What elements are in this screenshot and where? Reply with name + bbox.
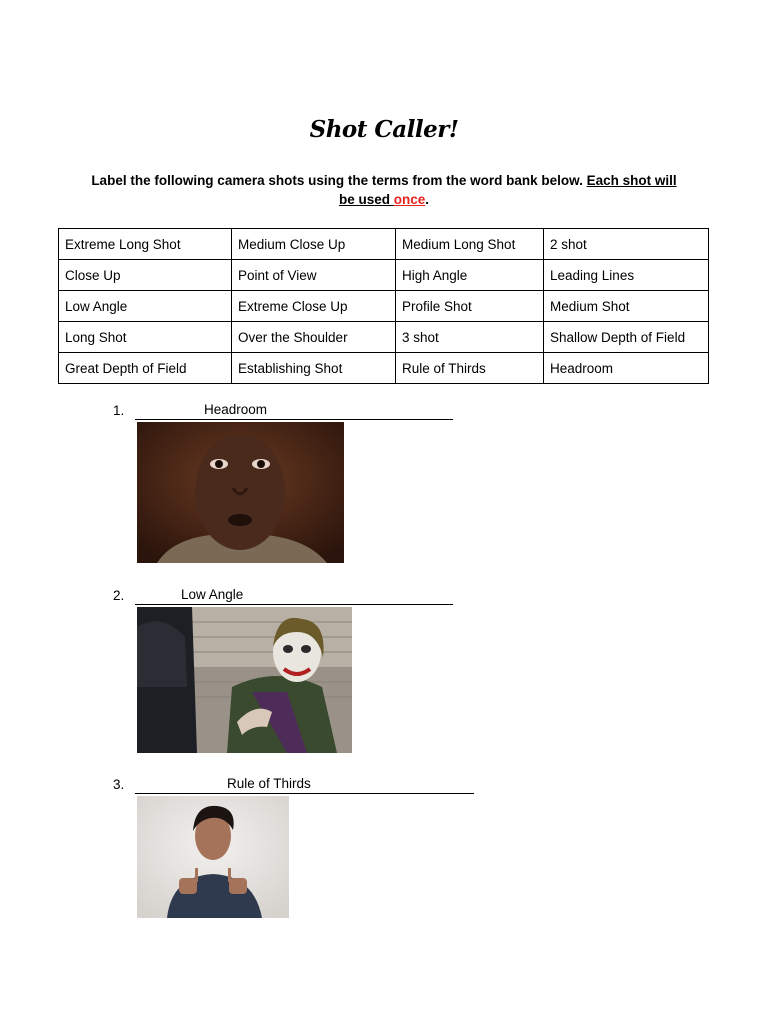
question-number: 3.	[113, 777, 125, 792]
table-cell: Extreme Long Shot	[59, 229, 232, 260]
instructions-underlined: Each shot will be used	[338, 173, 677, 207]
table-cell: Leading Lines	[544, 260, 709, 291]
instructions-red-word: once	[393, 192, 426, 207]
rule-of-thirds-photo-image	[137, 796, 289, 918]
table-cell: Rule of Thirds	[396, 353, 544, 384]
table-row	[59, 260, 709, 291]
table-cell: Low Angle	[59, 291, 232, 322]
table-cell: Establishing Shot	[232, 353, 396, 384]
instructions	[90, 171, 678, 209]
table-row	[59, 322, 709, 353]
table-cell: Medium Shot	[544, 291, 709, 322]
answer-text: Low Angle	[181, 587, 244, 602]
question-number: 1.	[113, 403, 125, 418]
table-row	[59, 229, 709, 260]
film-still-low-angle	[137, 607, 352, 753]
photo-rule-of-thirds	[137, 796, 289, 918]
table-cell: Extreme Close Up	[232, 291, 396, 322]
table-cell: Medium Long Shot	[396, 229, 544, 260]
answer-text: Headroom	[204, 402, 268, 417]
answer-blank-2[interactable]	[135, 588, 453, 605]
table-cell: Medium Close Up	[232, 229, 396, 260]
table-cell: Shallow Depth of Field	[544, 322, 709, 353]
page-title: Shot Caller!	[309, 116, 459, 143]
table-cell: Profile Shot	[396, 291, 544, 322]
film-still-close-up-face	[137, 422, 344, 563]
table-cell: Long Shot	[59, 322, 232, 353]
question-number: 2.	[113, 588, 125, 603]
table-cell: Point of View	[232, 260, 396, 291]
low-angle-photo-image	[137, 607, 352, 753]
answer-blank-3[interactable]	[135, 777, 474, 794]
table-cell: Headroom	[544, 353, 709, 384]
table-row	[59, 353, 709, 384]
answer-blank-1[interactable]	[135, 403, 453, 420]
answer-text: Rule of Thirds	[227, 776, 311, 791]
word-bank-table	[58, 228, 709, 384]
table-cell: High Angle	[396, 260, 544, 291]
instructions-period: .	[425, 192, 430, 207]
table-cell: Over the Shoulder	[232, 322, 396, 353]
table-row	[59, 291, 709, 322]
table-cell: Close Up	[59, 260, 232, 291]
table-cell: Great Depth of Field	[59, 353, 232, 384]
table-cell: 2 shot	[544, 229, 709, 260]
face-photo-image	[137, 422, 344, 563]
table-cell: 3 shot	[396, 322, 544, 353]
instructions-text: Label the following camera shots using the terms from the word bank below.	[91, 173, 587, 188]
